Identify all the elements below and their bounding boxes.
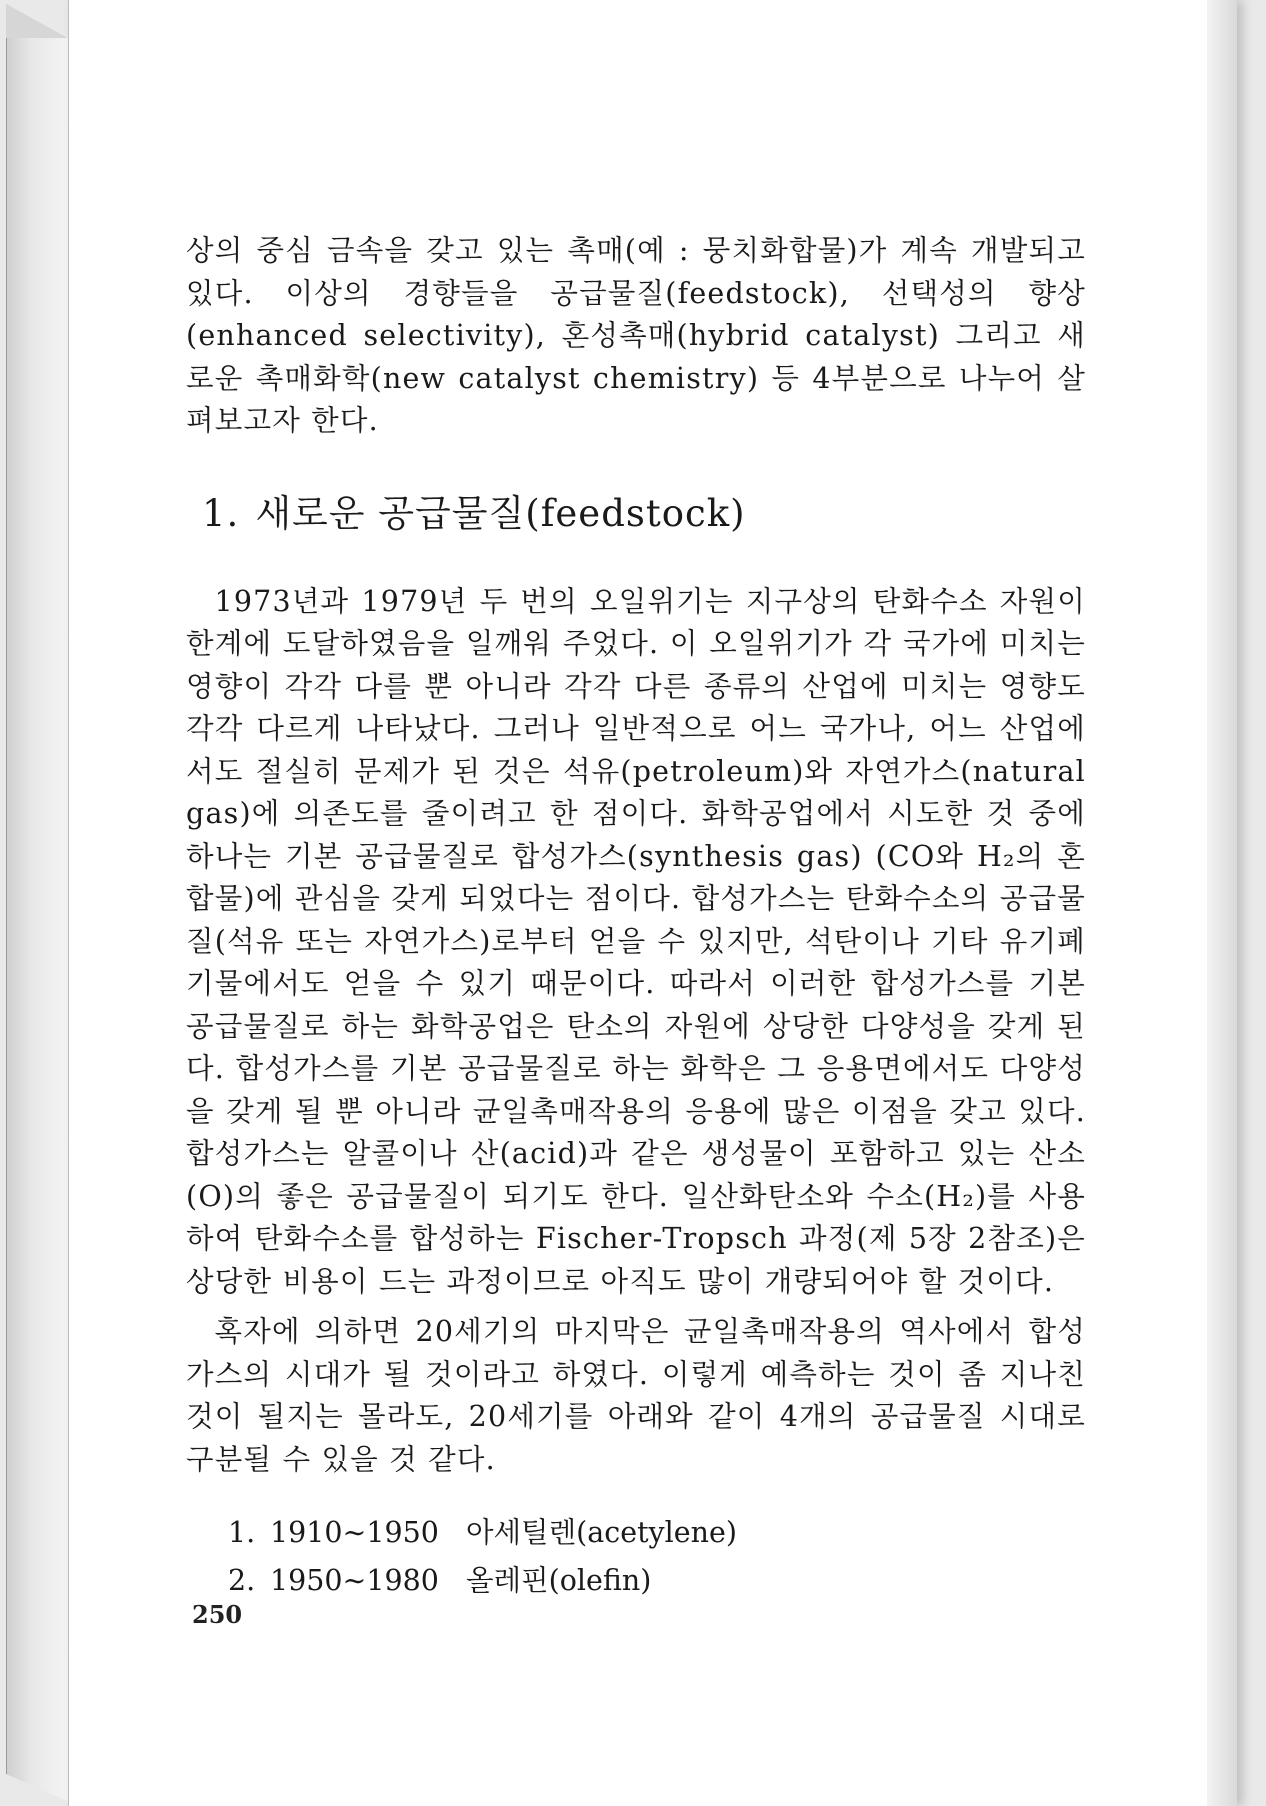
page-number: 250 (192, 1600, 243, 1629)
list-item-text: 올레핀(olefin) (466, 1564, 652, 1597)
page-text-area (186, 230, 1086, 1605)
list-item (228, 1509, 1086, 1557)
section-title: 새로운 공급물질(feedstock) (255, 491, 746, 535)
section-heading (202, 483, 1086, 537)
intro-paragraph: 상의 중심 금속을 갖고 있는 촉매(예 : 뭉치화합물)가 계속 개발되고 있다. 이상의 경향들을 공급물질(feedstock), 선택성의 향상(enhanced selectivity), 혼성촉매(hybrid catalyst) 그리고 새로운 촉매화학(new catalyst chemistry) 등 4부분으로 나누어 살펴보고자 한다. (186, 234, 1086, 437)
body-paragraph-2: 혹자에 의하면 20세기의 마지막은 균일촉매작용의 역사에서 합성가스의 시대가 될 것이라고 하였다. 이렇게 예측하는 것이 좀 지나친 것이 될지는 몰라도, 20세기를 아래와 같이 4개의 공급물질 시대로 구분될 수 있을 것 같다. (186, 1315, 1086, 1476)
list-item-number: 1. (228, 1516, 256, 1549)
book-spine (6, 4, 69, 1802)
list-item (228, 1557, 1086, 1605)
list-item-number: 2. (228, 1564, 256, 1597)
list-item-period: 1950∼1980 (270, 1564, 439, 1597)
list-item-period: 1910∼1950 (270, 1516, 439, 1549)
page-edge (1207, 0, 1237, 1806)
body-paragraph-1: 1973년과 1979년 두 번의 오일위기는 지구상의 탄화수소 자원이 한계에 도달하였음을 일깨워 주었다. 이 오일위기가 각 국가에 미치는 영향이 각각 다를 뿐 아니라 각각 다른 종류의 산업에 미치는 영향도 각각 다르게 나타났다. 그러나 일반적으로 어느 국가나, 어느 산업에서도 절실히 문제가 된 것은 석유(petroleum)와 자연가스(natural gas)에 의존도를 줄이려고 한 점이다. 화학공업에서 시도한 것 중에 하나는 기본 공급물질로 합성가스(synthesis gas) (CO와 H₂의 혼합물)에 관심을 갖게 되었다는 점이다. 합성가스는 탄화수소의 공급물질(석유 또는 자연가스)로부터 얻을 수 있지만, 석탄이나 기타 유기폐기물에서도 얻을 수 있기 때문이다. 따라서 이러한 합성가스를 기본 공급물질로 하는 화학공업은 탄소의 자원에 상당한 다양성을 갖게 된다. 합성가스를 기본 공급물질로 하는 화학은 그 응용면에서도 다양성을 갖게 될 뿐 아니라 균일촉매작용의 응용에 많은 이점을 갖고 있다. 합성가스는 알콜이나 산(acid)과 같은 생성물이 포함하고 있는 산소(O)의 좋은 공급물질이 되기도 한다. 일산화탄소와 수소(H₂)를 사용하여 탄화수소를 합성하는 Fischer-Tropsch 과정(제 5장 2참조)은 상당한 비용이 드는 과정이므로 아직도 많이 개량되어야 할 것이다. (186, 584, 1086, 1298)
list-item-text: 아세틸렌(acetylene) (466, 1516, 737, 1549)
section-number: 1. (202, 491, 240, 535)
feedstock-era-list (228, 1509, 1086, 1605)
book-spine-top (6, 4, 68, 38)
